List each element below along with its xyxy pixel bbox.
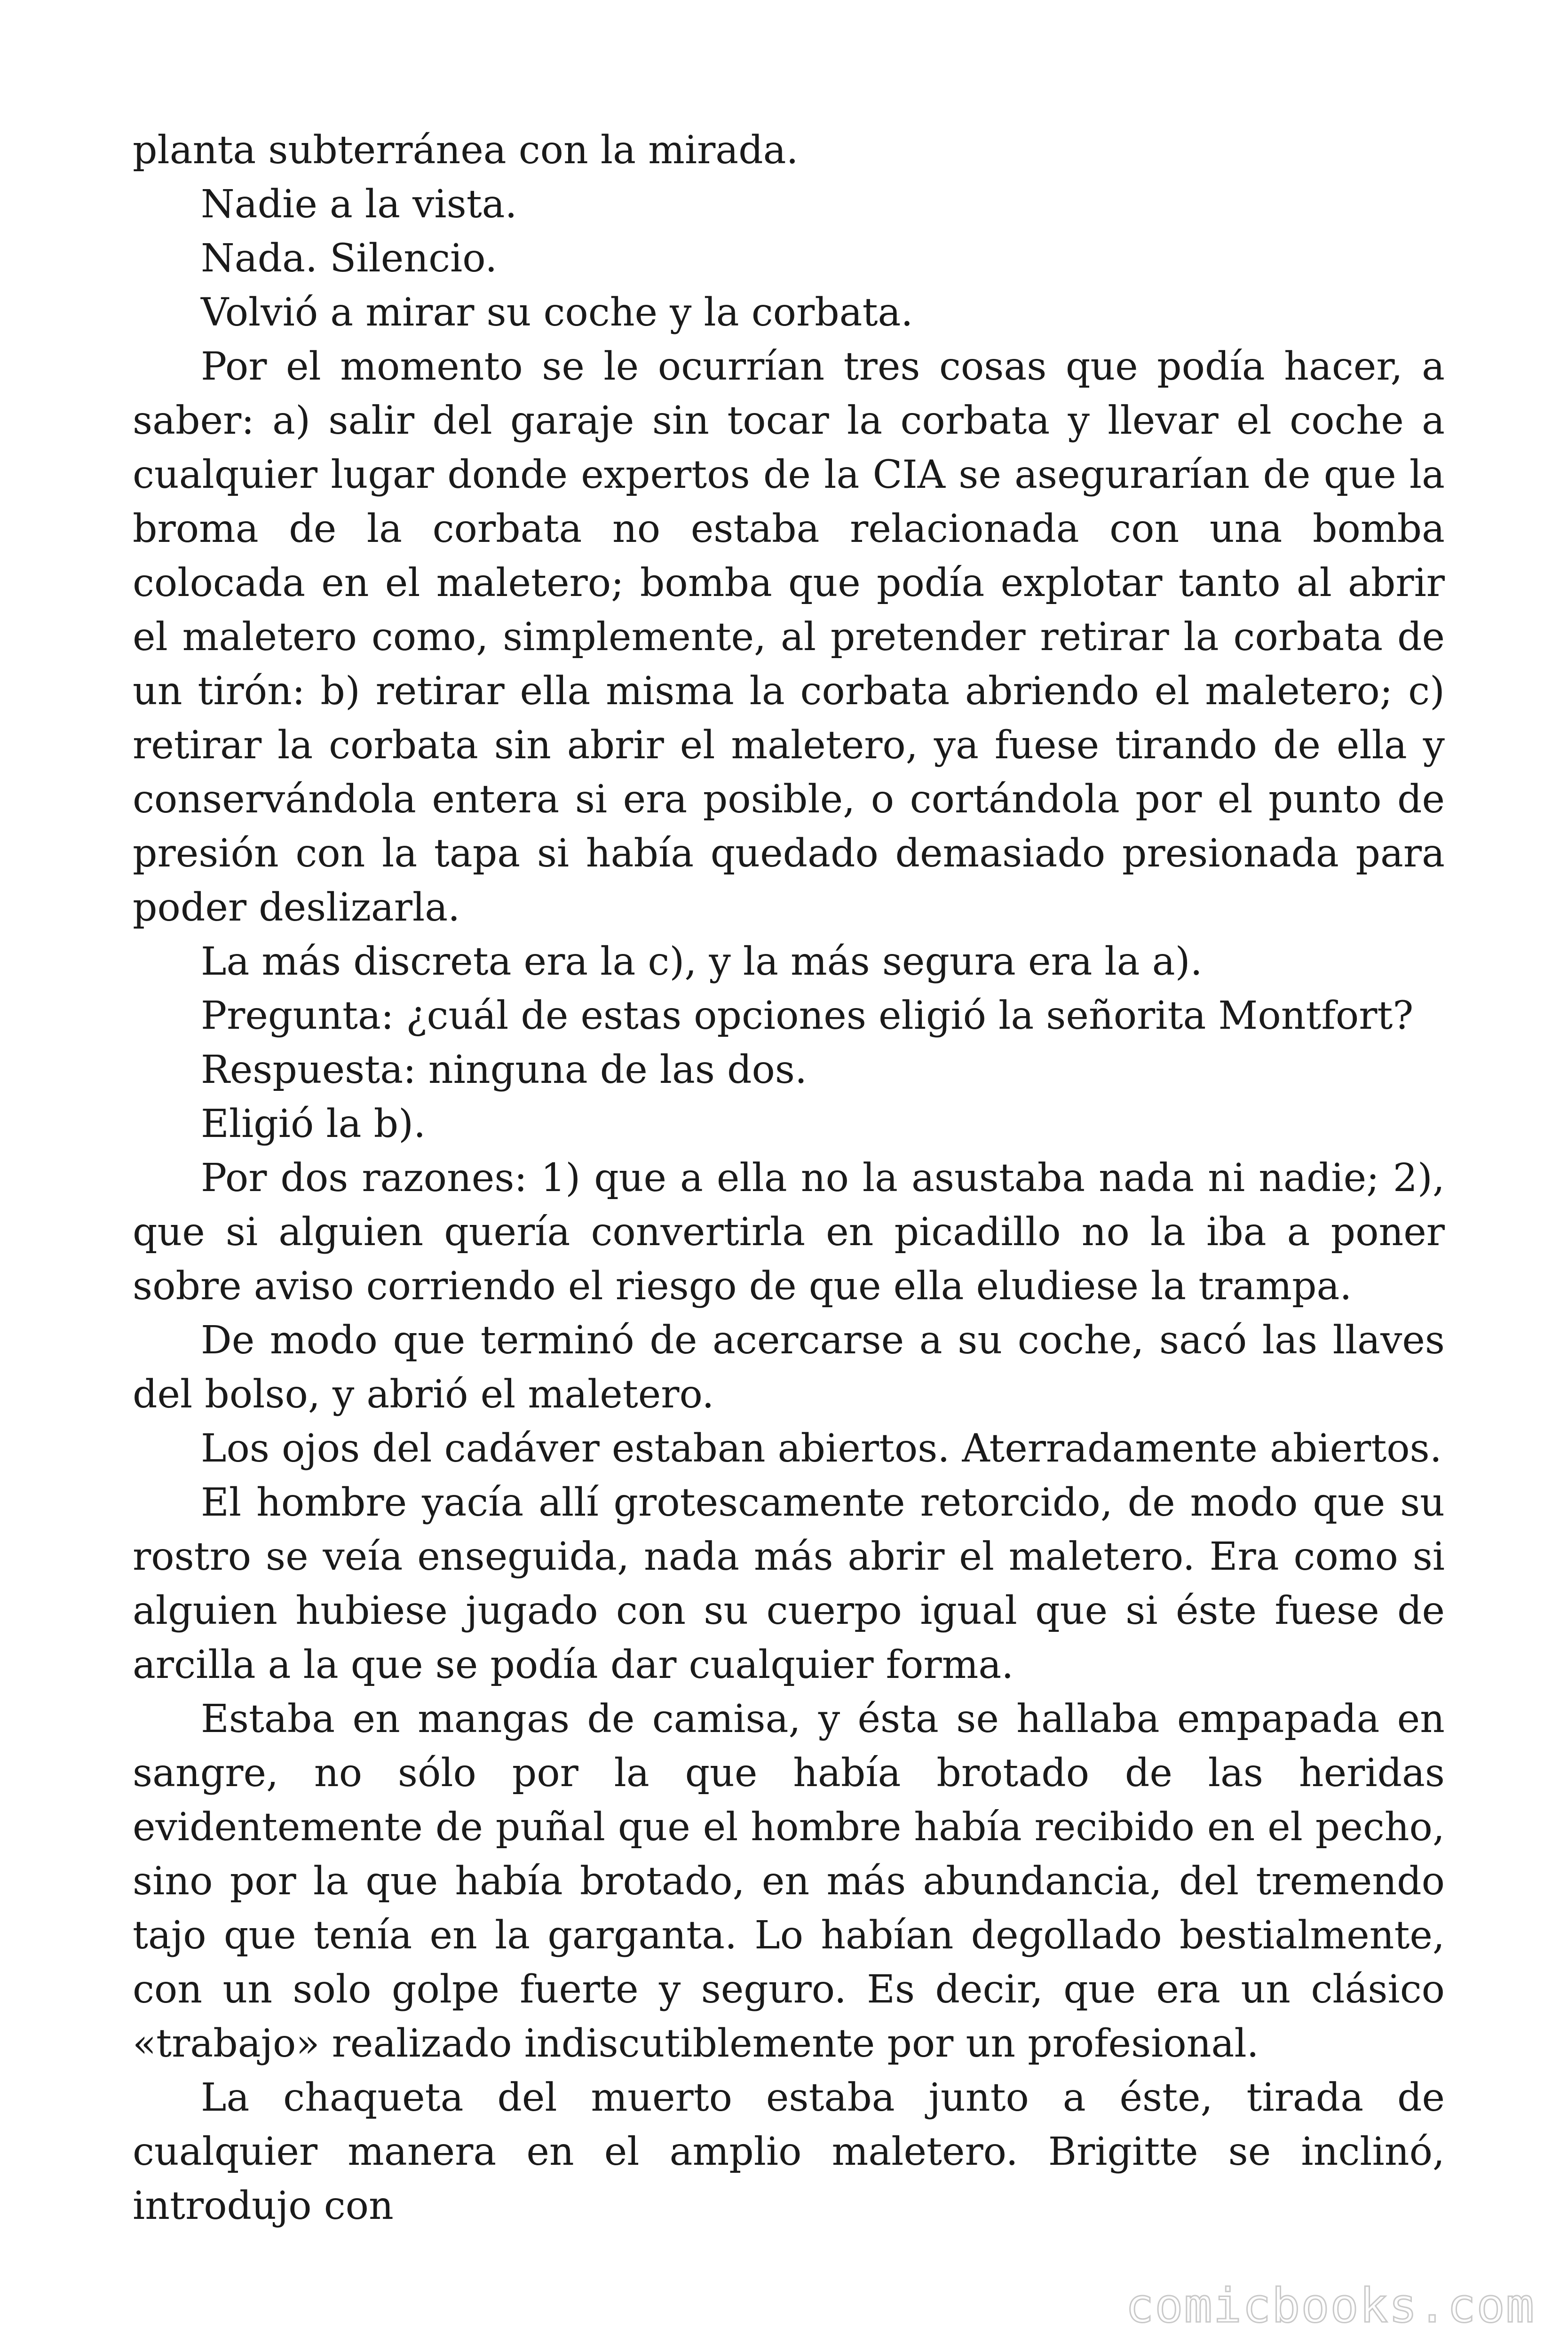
paragraph: Pregunta: ¿cuál de estas opciones eligió la señorita Montfort? — [201, 993, 1414, 1038]
paragraph: Estaba en mangas de camisa, y ésta se hallaba empapada en sangre, no sólo por la que había brotado de las heridas evidentemente de puñal que el hombre había recibido en el pecho, sino por la que había brotado, en más abundancia, del tremendo tajo que tenía en la garganta. Lo habían degollado bestialmente, con un solo golpe fuerte y seguro. Es decir, que era un clásico «trabajo» realizado indiscutiblemente por un profesional. — [133, 1697, 1445, 2066]
paragraph: Por dos razones: 1) que a ella no la asustaba nada ni nadie; 2), que si alguien quería convertirla en picadillo no la iba a poner sobre aviso corriendo el riesgo de que ella eludiese la trampa. — [133, 1156, 1445, 1309]
paragraph: El hombre yacía allí grotescamente retorcido, de modo que su rostro se veía enseguida, nada más abrir el maletero. Era como si alguien hubiese jugado con su cuerpo igual que si éste fuese de arcilla a la que se podía dar cualquier forma. — [133, 1480, 1445, 1687]
paragraph: Por el momento se le ocurrían tres cosas que podía hacer, a saber: a) salir del garaje sin tocar la corbata y llevar el coche a cualquier lugar donde expertos de la CIA se asegurarían de que la broma de la corbata no estaba relacionada con una bomba colocada en el maletero; bomba que podía explotar tanto al abrir el maletero como, simplemente, al pretender retirar la corbata de un tirón: b) retirar ella misma la corbata abriendo el maletero; c) retirar la corbata sin abrir el maletero, ya fuese tirando de ella y conservándola entera si era posible, o cortándola por el punto de presión con la tapa si había quedado demasiado presionada para poder deslizarla. — [133, 344, 1445, 930]
paragraph: De modo que terminó de acercarse a su coche, sacó las llaves del bolso, y abrió el maletero. — [133, 1318, 1445, 1417]
paragraph: Los ojos del cadáver estaban abiertos. Aterradamente abiertos. — [201, 1426, 1442, 1471]
paragraph: La chaqueta del muerto estaba junto a éste, tirada de cualquier manera en el amplio maletero. Brigitte se inclinó, introdujo con — [133, 2075, 1445, 2228]
paragraph: Volvió a mirar su coche y la corbata. — [201, 290, 913, 335]
watermark: comicbooks.com — [1125, 2278, 1535, 2333]
paragraph: Respuesta: ninguna de las dos. — [201, 1048, 808, 1092]
body-text — [133, 123, 1445, 2233]
paragraph: planta subterránea con la mirada. — [133, 128, 799, 173]
paragraph: Nada. Silencio. — [201, 236, 498, 281]
paragraph: Nadie a la vista. — [201, 182, 517, 227]
paragraph: La más discreta era la c), y la más segura era la a). — [201, 939, 1203, 984]
paragraph: Eligió la b). — [201, 1102, 426, 1146]
